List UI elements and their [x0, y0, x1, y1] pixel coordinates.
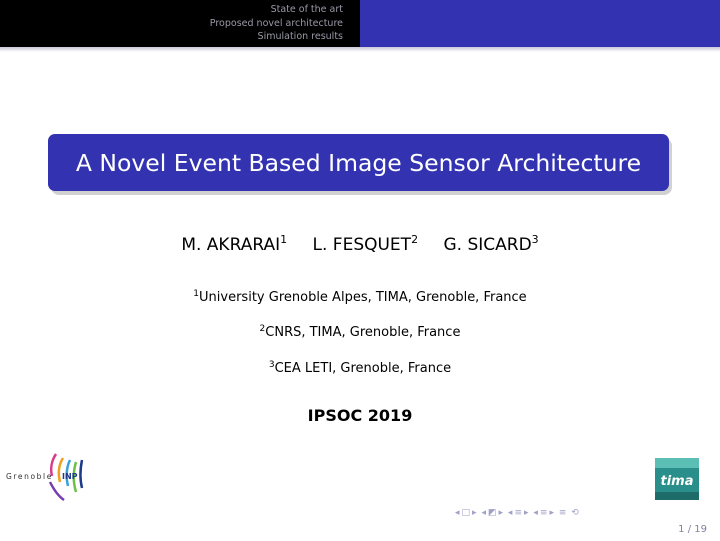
- prev-subsection-icon[interactable]: ◂: [481, 508, 486, 518]
- author-superscript: 1: [280, 233, 288, 246]
- first-frame-icon[interactable]: ◂: [455, 508, 460, 518]
- frame-box-icon[interactable]: □: [461, 508, 471, 518]
- affiliation-superscript: 1: [193, 289, 200, 299]
- title-box: [48, 134, 669, 191]
- affiliation-superscript: 2: [259, 324, 266, 334]
- logo-right-text: tima: [660, 474, 694, 489]
- page-number: 1 / 19: [678, 524, 707, 535]
- next-frame-icon[interactable]: ▸: [472, 508, 477, 518]
- next-subsection-icon[interactable]: ▸: [498, 508, 504, 518]
- doc-icon[interactable]: ≡: [539, 508, 548, 518]
- affiliation-2: [0, 324, 720, 340]
- author-name: M. AKRARAI: [181, 235, 281, 255]
- nav-section-simulation-results[interactable]: Simulation results: [257, 31, 343, 42]
- affiliation-1: [0, 289, 720, 305]
- logo-left-text: Grenoble: [6, 472, 53, 481]
- prev-doc-icon[interactable]: ◂: [533, 508, 538, 518]
- affiliation-superscript: 3: [268, 360, 275, 370]
- subsection-icon[interactable]: ◩: [487, 508, 497, 518]
- nav-section-state-of-art[interactable]: State of the art: [270, 4, 343, 15]
- authors-line: [0, 233, 720, 255]
- logo-left-inp: INP: [62, 472, 78, 481]
- author-name: L. FESQUET: [312, 235, 412, 255]
- author-superscript: 3: [531, 233, 539, 246]
- next-section-icon[interactable]: ▸: [523, 508, 529, 518]
- section-navigation: [210, 3, 343, 44]
- search-icon[interactable]: ⟲: [571, 508, 579, 518]
- affiliation-3: [0, 360, 720, 376]
- affiliation-text: University Grenoble Alpes, TIMA, Grenoble, France: [199, 290, 527, 305]
- nav-section-proposed-architecture[interactable]: Proposed novel architecture: [209, 17, 343, 29]
- beamer-navigation-symbols: [455, 508, 715, 520]
- author-superscript: 2: [411, 233, 419, 246]
- grenoble-inp-logo: [6, 452, 92, 502]
- header-right-panel: [360, 0, 720, 47]
- header-bar: [0, 0, 720, 47]
- prev-section-icon[interactable]: ◂: [507, 508, 513, 518]
- affiliation-text: CEA LETI, Grenoble, France: [274, 361, 452, 376]
- author-akrarai: [181, 235, 287, 255]
- slide-title: A Novel Event Based Image Sensor Architecture: [75, 148, 642, 177]
- align-icon[interactable]: ≡: [558, 508, 567, 518]
- section-icon[interactable]: ≡: [514, 508, 522, 518]
- author-name: G. SICARD: [443, 235, 532, 255]
- author-sicard: [443, 235, 538, 255]
- affiliation-text: CNRS, TIMA, Grenoble, France: [265, 325, 461, 340]
- header-shadow: [0, 47, 720, 52]
- next-doc-icon[interactable]: ▸: [549, 508, 554, 518]
- author-fesquet: [313, 235, 419, 255]
- venue: IPSOC 2019: [307, 406, 413, 425]
- tima-logo: [655, 458, 699, 500]
